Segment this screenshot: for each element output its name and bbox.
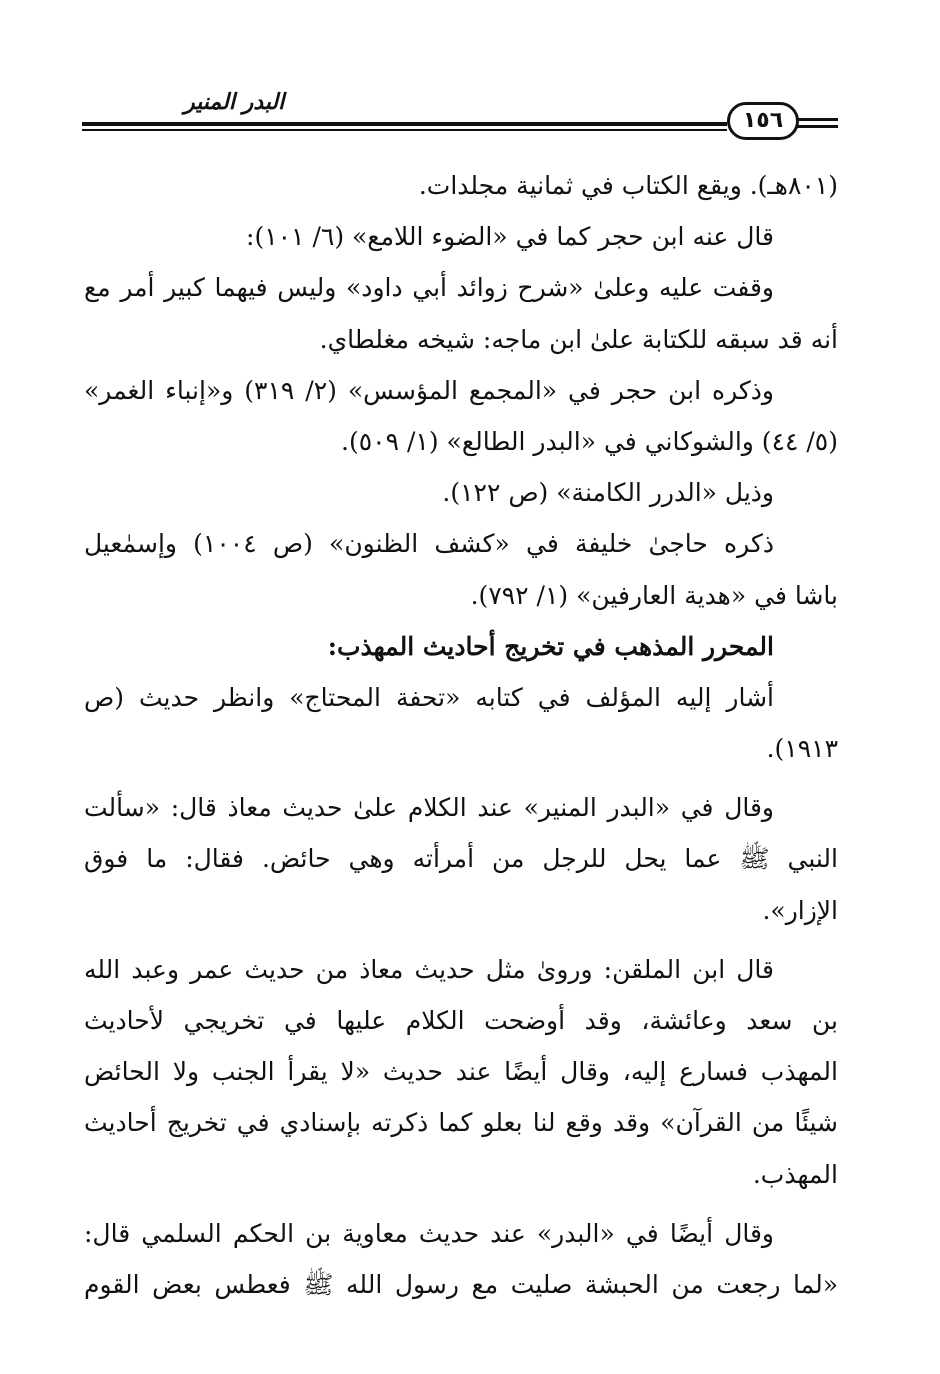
text-line: المهذب فسارع إليه، وقال أيضًا عند حديث «لا يقرأ الجنب ولا الحائض bbox=[84, 1057, 838, 1087]
text-line: المهذب. bbox=[752, 1159, 838, 1189]
text-line: باشا في «هدية العارفين» (١/ ٧٩٢). bbox=[470, 580, 838, 610]
text-line: ذكره حاجىٰ خليفة في «كشف الظنون» (ص ١٠٠٤) وإسمٰعيل bbox=[84, 529, 774, 559]
text-line: بن سعد وعائشة، وقد أوضحت الكلام عليها في تخريجي لأحاديث bbox=[84, 1006, 838, 1035]
text-line: ١٩١٣). bbox=[766, 734, 838, 764]
text-line: النبي ﷺ عما يحل للرجل من أمرأته وهي حائض. فقال: ما فوق bbox=[84, 844, 838, 874]
text-line: أشار إليه المؤلف في كتابه «تحفة المحتاج» وانظر حديث (ص bbox=[84, 682, 774, 712]
text-line: أنه قد سبقه للكتابة علىٰ ابن ماجه: شيخه مغلطاي. bbox=[319, 324, 838, 354]
page-header bbox=[82, 80, 840, 140]
text-line: (٨٠١هـ). ويقع الكتاب في ثمانية مجلدات. bbox=[418, 171, 838, 200]
page-number: ١٥٦ bbox=[727, 102, 799, 140]
section-heading: المحرر المذهب في تخريج أحاديث المهذب: bbox=[327, 631, 774, 661]
text-line: قال ابن الملقن: ورویٰ مثل حديث معاذ من حديث عمر وعبد الله bbox=[84, 954, 774, 984]
text-line: وقال في «البدر المنير» عند الكلام علىٰ حديث معاذ قال: «سألت bbox=[84, 793, 774, 823]
header-rule-thin bbox=[82, 129, 727, 131]
text-line: شيئًا من القرآن» وقد وقع لنا بعلو كما ذكرته بإسنادي في تخريج أحاديث bbox=[84, 1108, 838, 1138]
text-line: قال عنه ابن حجر كما في «الضوء اللامع» (٦/ ١٠١): bbox=[246, 222, 774, 252]
body-text bbox=[84, 160, 838, 1310]
running-title: البدر المنير bbox=[184, 90, 285, 115]
text-line: وذكره ابن حجر في «المجمع المؤسس» (٢/ ٣١٩) و«إنباء الغمر» bbox=[84, 375, 775, 405]
text-line: «لما رجعت من الحبشة صليت مع رسول الله ﷺ فعطس بعض القوم bbox=[84, 1269, 838, 1299]
header-rule-right-upper bbox=[794, 118, 838, 121]
text-line: (٥/ ٤٤) والشوكاني في «البدر الطالع» (١/ ٥٠٩). bbox=[341, 426, 838, 456]
header-rule-thick bbox=[82, 122, 727, 126]
text-line: الإزار». bbox=[762, 895, 838, 925]
paragraph-gap bbox=[84, 1200, 838, 1208]
paragraph-gap bbox=[84, 936, 838, 944]
text-line: وقفت عليه وعلىٰ «شرح زوائد أبي داود» وليس فيهما كبير أمر مع bbox=[84, 273, 774, 303]
text-line: وذيل «الدرر الكامنة» (ص ١٢٢). bbox=[442, 478, 774, 508]
text-line: وقال أيضًا في «البدر» عند حديث معاوية بن الحكم السلمي قال: bbox=[84, 1218, 774, 1248]
paragraph-gap bbox=[84, 774, 838, 782]
header-rule-right-lower bbox=[794, 125, 838, 128]
